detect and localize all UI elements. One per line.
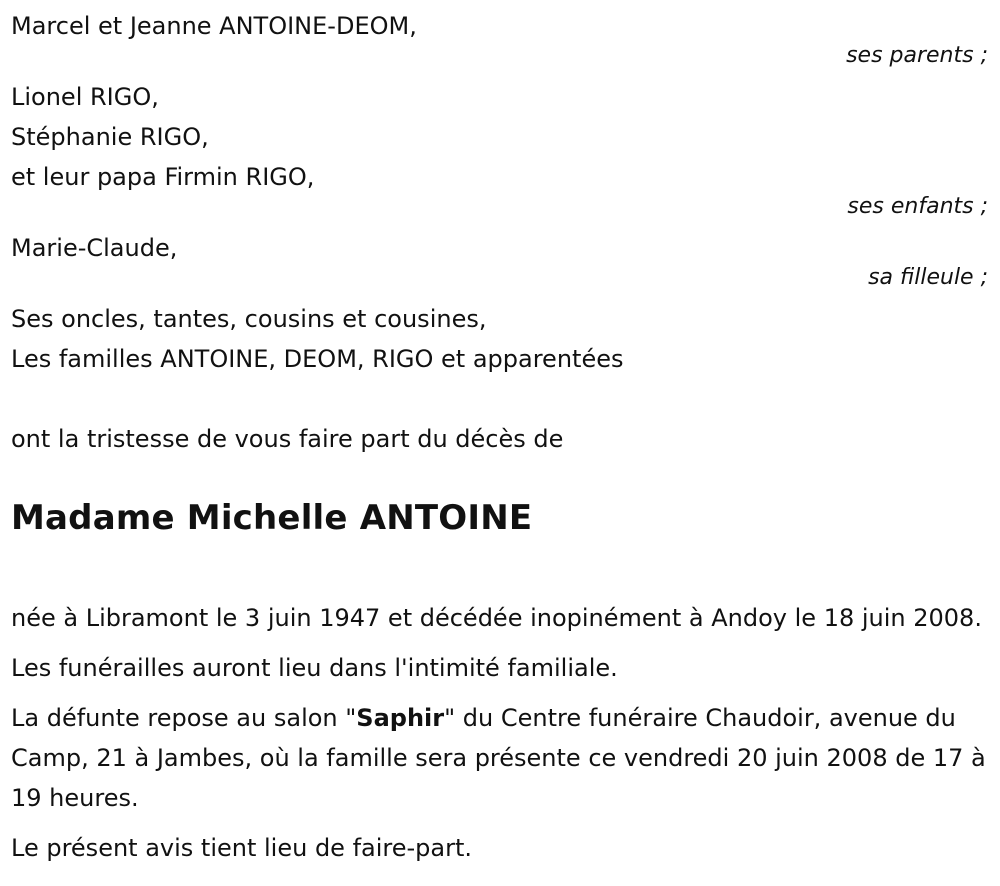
goddaughter-section <box>11 228 988 290</box>
goddaughter-role: sa filleule ; <box>868 265 988 290</box>
child-line: Stéphanie RIGO, <box>11 123 209 151</box>
goddaughter-name: Marie-Claude, <box>11 234 178 262</box>
viewing-text-before: La défunte repose au salon " <box>11 704 357 732</box>
child-line: Lionel RIGO, <box>11 83 159 111</box>
funeral-details: Les funérailles auront lieu dans l'intimité familiale. <box>11 654 618 682</box>
children-section <box>11 77 988 219</box>
parents-section <box>11 6 988 68</box>
viewing-text-after: " du Centre funéraire Chaudoir, avenue du Camp, 21 à Jambes, où la famille sera présente ce vendredi 20 juin 2008 de 17 à 19 heures. <box>11 704 986 812</box>
viewing-details <box>11 698 988 818</box>
salon-name: Saphir <box>356 704 445 732</box>
birth-death-details: née à Libramont le 3 juin 1947 et décédée inopinément à Andoy le 18 juin 2008. <box>11 604 982 632</box>
family-section <box>11 299 988 379</box>
family-line: Ses oncles, tantes, cousins et cousines, <box>11 305 487 333</box>
parents-names: Marcel et Jeanne ANTOINE-DEOM, <box>11 12 417 40</box>
parents-role: ses parents ; <box>846 43 988 68</box>
notice-text: Le présent avis tient lieu de faire-part. <box>11 834 473 862</box>
announcement-text: ont la tristesse de vous faire part du décès de <box>11 425 564 453</box>
family-line: Les familles ANTOINE, DEOM, RIGO et apparentées <box>11 345 624 373</box>
children-role: ses enfants ; <box>847 194 988 219</box>
spacer <box>11 379 988 419</box>
child-line: et leur papa Firmin RIGO, <box>11 163 315 191</box>
deceased-name: Madame Michelle ANTOINE <box>11 498 533 538</box>
